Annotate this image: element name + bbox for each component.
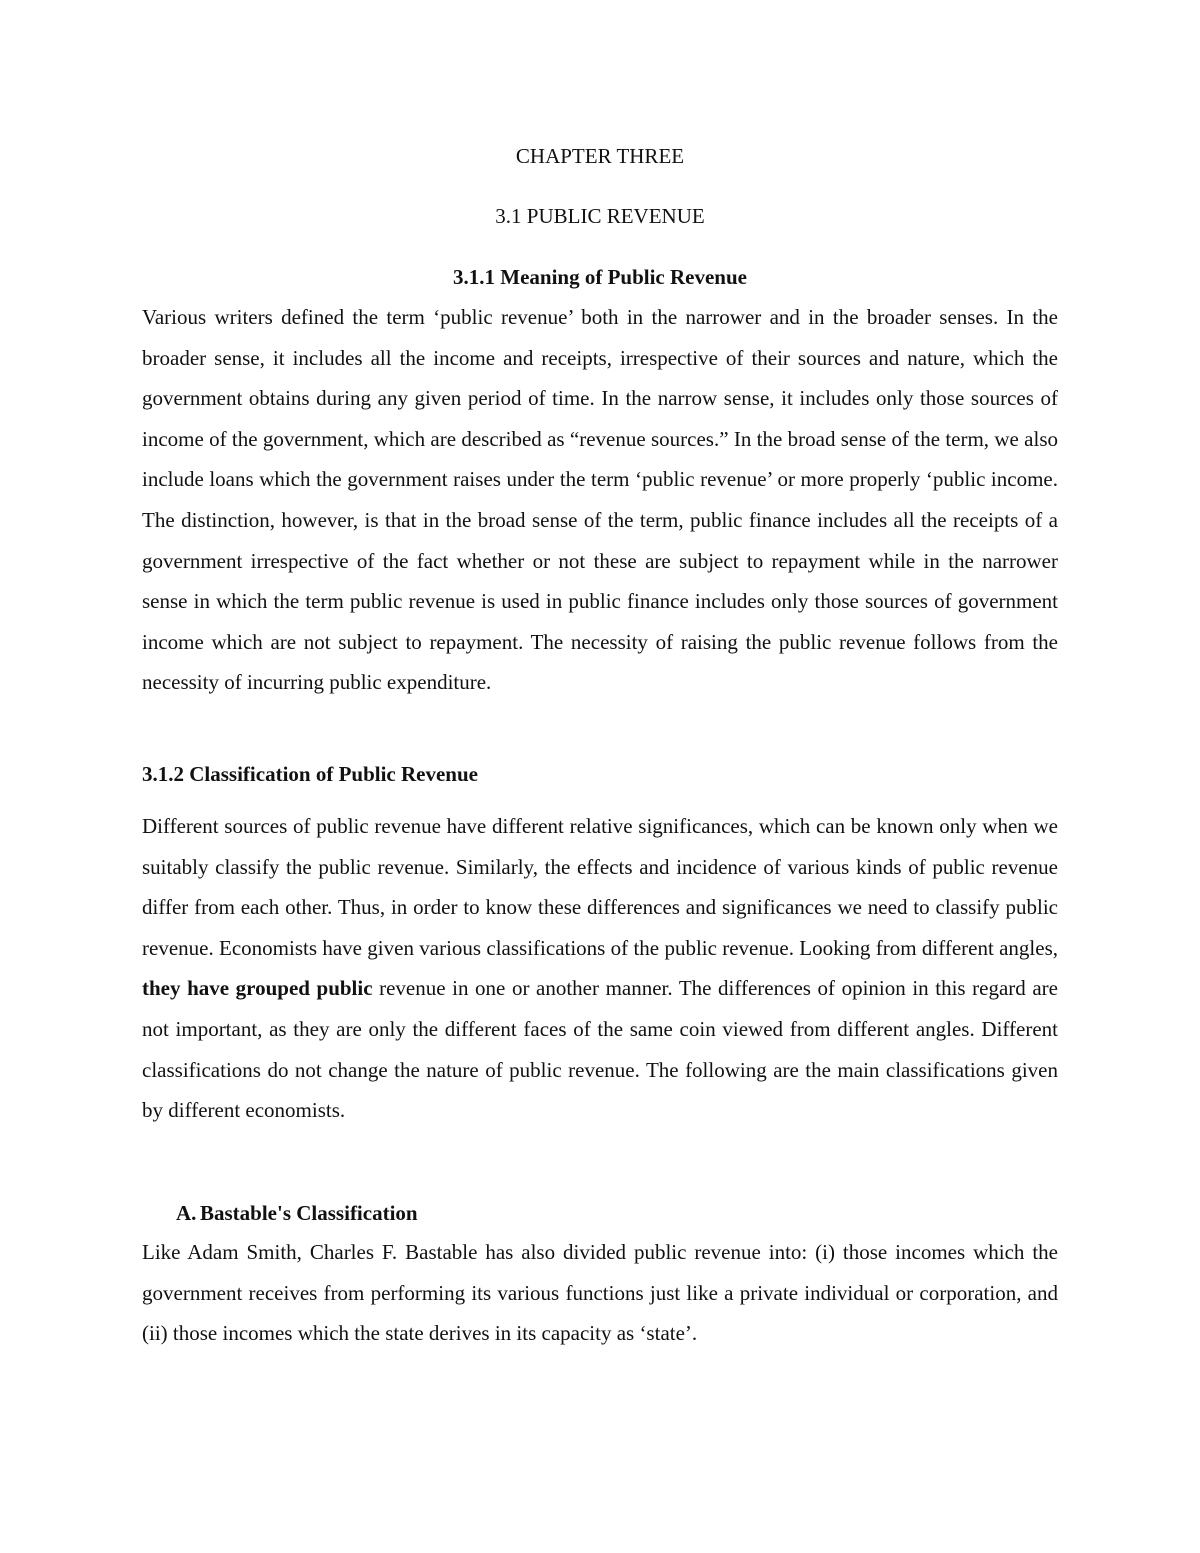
paragraph-classification-part2: revenue in one or another manner. The differences of opinion in this regard are not important, as they are only the different faces of the same coin viewed from different angles. Different classifications do not change the nature of public revenue. The following are the main classifications given by different economists.	[142, 976, 1058, 1123]
subsection-heading-classification: 3.1.2 Classification of Public Revenue	[142, 762, 478, 786]
subsection-heading-bastable	[176, 1200, 418, 1226]
list-marker: A.	[176, 1201, 197, 1225]
paragraph-classification	[142, 806, 1058, 1131]
paragraph-bastable: Like Adam Smith, Charles F. Bastable has also divided public revenue into: (i) those incomes which the government receives from performing its various functions just like a private individual or corporation, and (ii) those incomes which the state derives in its capacity as ‘state’.	[142, 1240, 1058, 1346]
subsection-heading-meaning: 3.1.1 Meaning of Public Revenue	[453, 265, 747, 289]
paragraph-meaning: Various writers defined the term ‘public revenue’ both in the narrower and in the broader senses. In the broader sense, it includes all the income and receipts, irrespective of their sources and nature, which the government obtains during any given period of time. In the narrow sense, it includes only those sources of income of the government, which are described as “revenue sources.” In the broad sense of the term, we also include loans which the government raises under the term ‘public revenue’ or more properly ‘public income. The distinction, however, is that in the broad sense of the term, public finance includes all the receipts of a government irrespective of the fact whether or not these are subject to repayment while in the narrower sense in which the term public revenue is used in public finance includes only those sources of government income which are not subject to repayment. The necessity of raising the public revenue follows from the necessity of incurring public expenditure.	[142, 305, 1058, 695]
section-title: 3.1 PUBLIC REVENUE	[495, 204, 705, 228]
chapter-title: CHAPTER THREE	[515, 144, 685, 168]
paragraph-classification-bold: they have grouped public	[142, 976, 373, 1001]
subsection-heading-bastable-text: Bastable's Classification	[200, 1201, 418, 1225]
paragraph-classification-part1: Different sources of public revenue have different relative significances, which can be known only when we suitably classify the public revenue. Similarly, the effects and incidence of various kinds of public revenue differ from each other. Thus, in order to know these differences and significances we need to classify public revenue. Economists have given various classifications of the public revenue. Looking from different angles,	[142, 814, 1058, 960]
